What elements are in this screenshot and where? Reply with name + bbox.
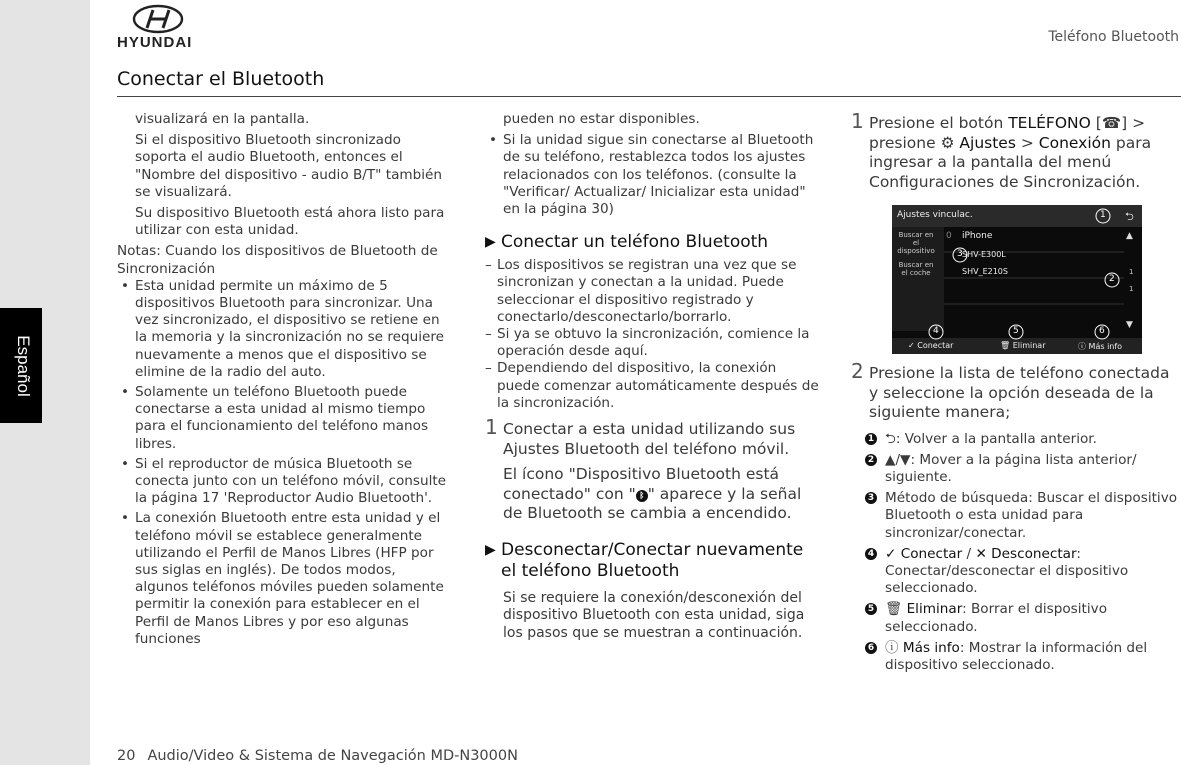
bullet-item: • La conexión Bluetooth entre esta unidad y el teléfono móvil se establece generalmente utilizando el Perfil de Manos Libres (HFP por sus siglas en inglés). De todos modos, algunos teléfonos móviles pueden solamente permitir la conexión para establecer en el Perfil de Manos Libres y por eso algunas funciones bbox=[117, 510, 452, 648]
section-heading: ▶ Conectar un teléfono Bluetooth bbox=[485, 232, 820, 253]
marker-6: 6 bbox=[1099, 326, 1105, 336]
device-list-item[interactable]: SHV-E300L bbox=[962, 250, 1006, 259]
dash-item: – Los dispositivos se registran una vez que se sincronizan y conectan a la unidad. Puede seleccionar el dispositivo registrado y conectarlo/desconectarlo/borrarlo. bbox=[485, 257, 820, 326]
option-item bbox=[865, 452, 1181, 486]
option-item bbox=[865, 640, 1181, 674]
dash-item: – Dependiendo del dispositivo, la conexión puede comenzar automáticamente después de la sincronización. bbox=[485, 360, 820, 412]
item-number: 1 bbox=[865, 433, 877, 445]
delete-label: Eliminar bbox=[906, 601, 963, 618]
step-text: Presione el botón bbox=[869, 114, 1004, 132]
bluetooth-icon: ᛒ bbox=[636, 490, 648, 502]
marker-1: 1 bbox=[1100, 210, 1106, 220]
page-footer bbox=[117, 748, 518, 764]
option-item bbox=[865, 601, 1181, 635]
column-3 bbox=[851, 109, 1181, 192]
disconnect-label: ✕ Desconectar bbox=[975, 545, 1077, 562]
separator: / bbox=[962, 545, 976, 562]
item-number: 6 bbox=[865, 642, 877, 654]
page-indicator: 1 bbox=[1129, 268, 1134, 276]
title-rule bbox=[117, 96, 1181, 97]
paragraph: Si se requiere la conexión/desconexión del dispositivo Bluetooth con esta unidad, siga los pasos que se muestran a continuación. bbox=[503, 589, 805, 641]
back-icon[interactable]: ⮌ bbox=[1125, 210, 1134, 223]
item-text: : Volver a la pantalla anterior. bbox=[895, 430, 1097, 447]
scroll-down-icon[interactable]: ▼ bbox=[1126, 320, 1133, 330]
brand-wordmark: HYUNDAI bbox=[117, 34, 193, 51]
footer-text: Audio/Video & Sistema de Navegación MD-N3000N bbox=[147, 748, 518, 764]
item-text: : Conectar/desconectar el dispositivo seleccionado. bbox=[885, 545, 1129, 597]
item-text: ▲/▼: Mover a la página lista anterior/ siguiente. bbox=[885, 451, 1137, 485]
page-indicator: 1 bbox=[1129, 285, 1134, 293]
step-text: Conectar a esta unidad utilizando sus Ajustes Bluetooth del teléfono móvil. bbox=[503, 420, 796, 458]
phone-button-label: TELÉFONO bbox=[1008, 114, 1091, 132]
search-car-button[interactable]: Buscar en el coche bbox=[898, 261, 934, 277]
paragraph: visualizará en la pantalla. bbox=[135, 111, 310, 127]
marker-3: 3 bbox=[957, 249, 963, 259]
option-item bbox=[865, 546, 1181, 598]
device-list-item[interactable]: SHV_E210S bbox=[962, 267, 1008, 276]
step-2 bbox=[851, 359, 1181, 423]
device-list-number: 0 bbox=[946, 231, 952, 241]
paragraph: pueden no estar disponibles. bbox=[503, 111, 700, 127]
item-number: 5 bbox=[865, 603, 877, 615]
bullet-item: • Solamente un teléfono Bluetooth puede conectarse a esta unidad al mismo tiempo para el funcionamiento del teléfono manos libres. bbox=[117, 384, 452, 453]
more-info-button-label: Más info bbox=[1088, 342, 1123, 351]
step-number: 2 bbox=[851, 359, 864, 383]
connect-button-label: Conectar bbox=[917, 341, 954, 350]
more-info-button[interactable]: ⓘ Más info bbox=[1078, 342, 1123, 351]
step-number: 1 bbox=[485, 415, 498, 440]
column-2 bbox=[485, 111, 820, 642]
option-item bbox=[865, 431, 1181, 448]
device-list-item[interactable]: iPhone bbox=[962, 231, 993, 241]
search-device-button[interactable]: Buscar en el dispositivo bbox=[897, 231, 935, 255]
item-text: : Mostrar la información del dispositivo seleccionado. bbox=[885, 639, 1148, 673]
step-number: 1 bbox=[851, 109, 864, 133]
step-text: presione bbox=[869, 133, 936, 152]
notes-title: Notas: Cuando los dispositivos de Bluetooth de Sincronización bbox=[117, 243, 438, 277]
marker-5: 5 bbox=[1013, 326, 1019, 336]
info-label: Más info bbox=[902, 639, 960, 656]
step-text: Presione la lista de teléfono conectada y seleccione la opción deseada de la siguiente manera; bbox=[869, 364, 1170, 421]
marker-2: 2 bbox=[1109, 274, 1115, 284]
connection-label: Conexión bbox=[1038, 133, 1111, 152]
pairing-screen bbox=[892, 205, 1142, 354]
column-1 bbox=[117, 111, 452, 648]
column-3-lower bbox=[851, 359, 1181, 674]
connect-label: ✓ Conectar bbox=[885, 545, 963, 562]
item-text: : Borrar el dispositivo seleccionado. bbox=[885, 601, 1108, 635]
trash-icon: 🗑 bbox=[885, 601, 903, 618]
settings-icon: ⚙ bbox=[940, 133, 955, 152]
bullet-item: • Si la unidad sigue sin conectarse al Bluetooth de su teléfono, restablezca todos los ajustes relacionados con los teléfonos. (consulte la "Verificar/ Actualizar/ Inicializar esta unidad" en la página 30) bbox=[485, 132, 820, 218]
delete-button-label: Eliminar bbox=[1012, 341, 1046, 350]
delete-button[interactable]: 🗑 Eliminar bbox=[1000, 341, 1046, 350]
page-title: Conectar el Bluetooth bbox=[117, 68, 325, 90]
step-1 bbox=[485, 415, 820, 459]
back-icon: ⮌ bbox=[885, 430, 896, 447]
paragraph: Si el dispositivo Bluetooth sincronizado soporta el audio Bluetooth, entonces el "Nombre del dispositivo - audio B/T" también se visualizará. bbox=[135, 132, 443, 200]
info-icon: ⓘ bbox=[885, 639, 899, 656]
section-header: Teléfono Bluetooth bbox=[1048, 29, 1179, 45]
item-text: Método de búsqueda: Buscar el dispositivo Bluetooth o esta unidad para sincronizar/conectar. bbox=[885, 490, 1178, 541]
bullet-item: • Esta unidad permite un máximo de 5 dispositivos Bluetooth para sincronizar. Una vez sincronizado, el dispositivo se retiene en la memoria y la sincronización no se requiere nuevamente a menos que el dispositivo se elimine de la radio del auto. bbox=[117, 278, 452, 381]
option-item bbox=[865, 490, 1181, 542]
item-number: 2 bbox=[865, 454, 877, 466]
step-text: " aparece y la señal de Bluetooth se cambia a encendido. bbox=[503, 484, 802, 523]
item-number: 3 bbox=[865, 492, 877, 504]
bullet-item: • Si el reproductor de música Bluetooth se conecta junto con un teléfono móvil, consulte la página 17 'Reproductor Audio Bluetooth'. bbox=[117, 456, 452, 508]
phone-icon: ☎ bbox=[1101, 114, 1122, 132]
settings-label: Ajustes bbox=[959, 133, 1016, 152]
step-text: para ingresar a la pantalla del menú Configuraciones de Sincronización. bbox=[869, 133, 1152, 191]
connect-button[interactable]: ✓ Conectar bbox=[908, 341, 954, 350]
scroll-up-icon[interactable]: ▲ bbox=[1126, 231, 1133, 241]
step-1: 1 Presione el botón TELÉFONO [☎] > presione ⚙ Ajustes > Conexión para ingresar a la pantalla del menú Configuraciones de Sincronización. bbox=[851, 109, 1152, 191]
paragraph: Su dispositivo Bluetooth está ahora listo para utilizar con esta unidad. bbox=[135, 205, 445, 239]
step-1-detail bbox=[485, 465, 820, 524]
screen-title: Ajustes vinculac. bbox=[897, 210, 973, 220]
page-number: 20 bbox=[117, 748, 136, 764]
section-heading: ▶ Desconectar/Conectar nuevamente el teléfono Bluetooth bbox=[485, 540, 820, 582]
marker-4: 4 bbox=[933, 326, 939, 336]
language-tab-label: Español bbox=[14, 335, 33, 397]
dash-item: – Si ya se obtuvo la sincronización, comience la operación desde aquí. bbox=[485, 326, 820, 360]
step-text: El ícono "Dispositivo Bluetooth está conectado" con " bbox=[503, 465, 780, 503]
item-number: 4 bbox=[865, 548, 877, 560]
